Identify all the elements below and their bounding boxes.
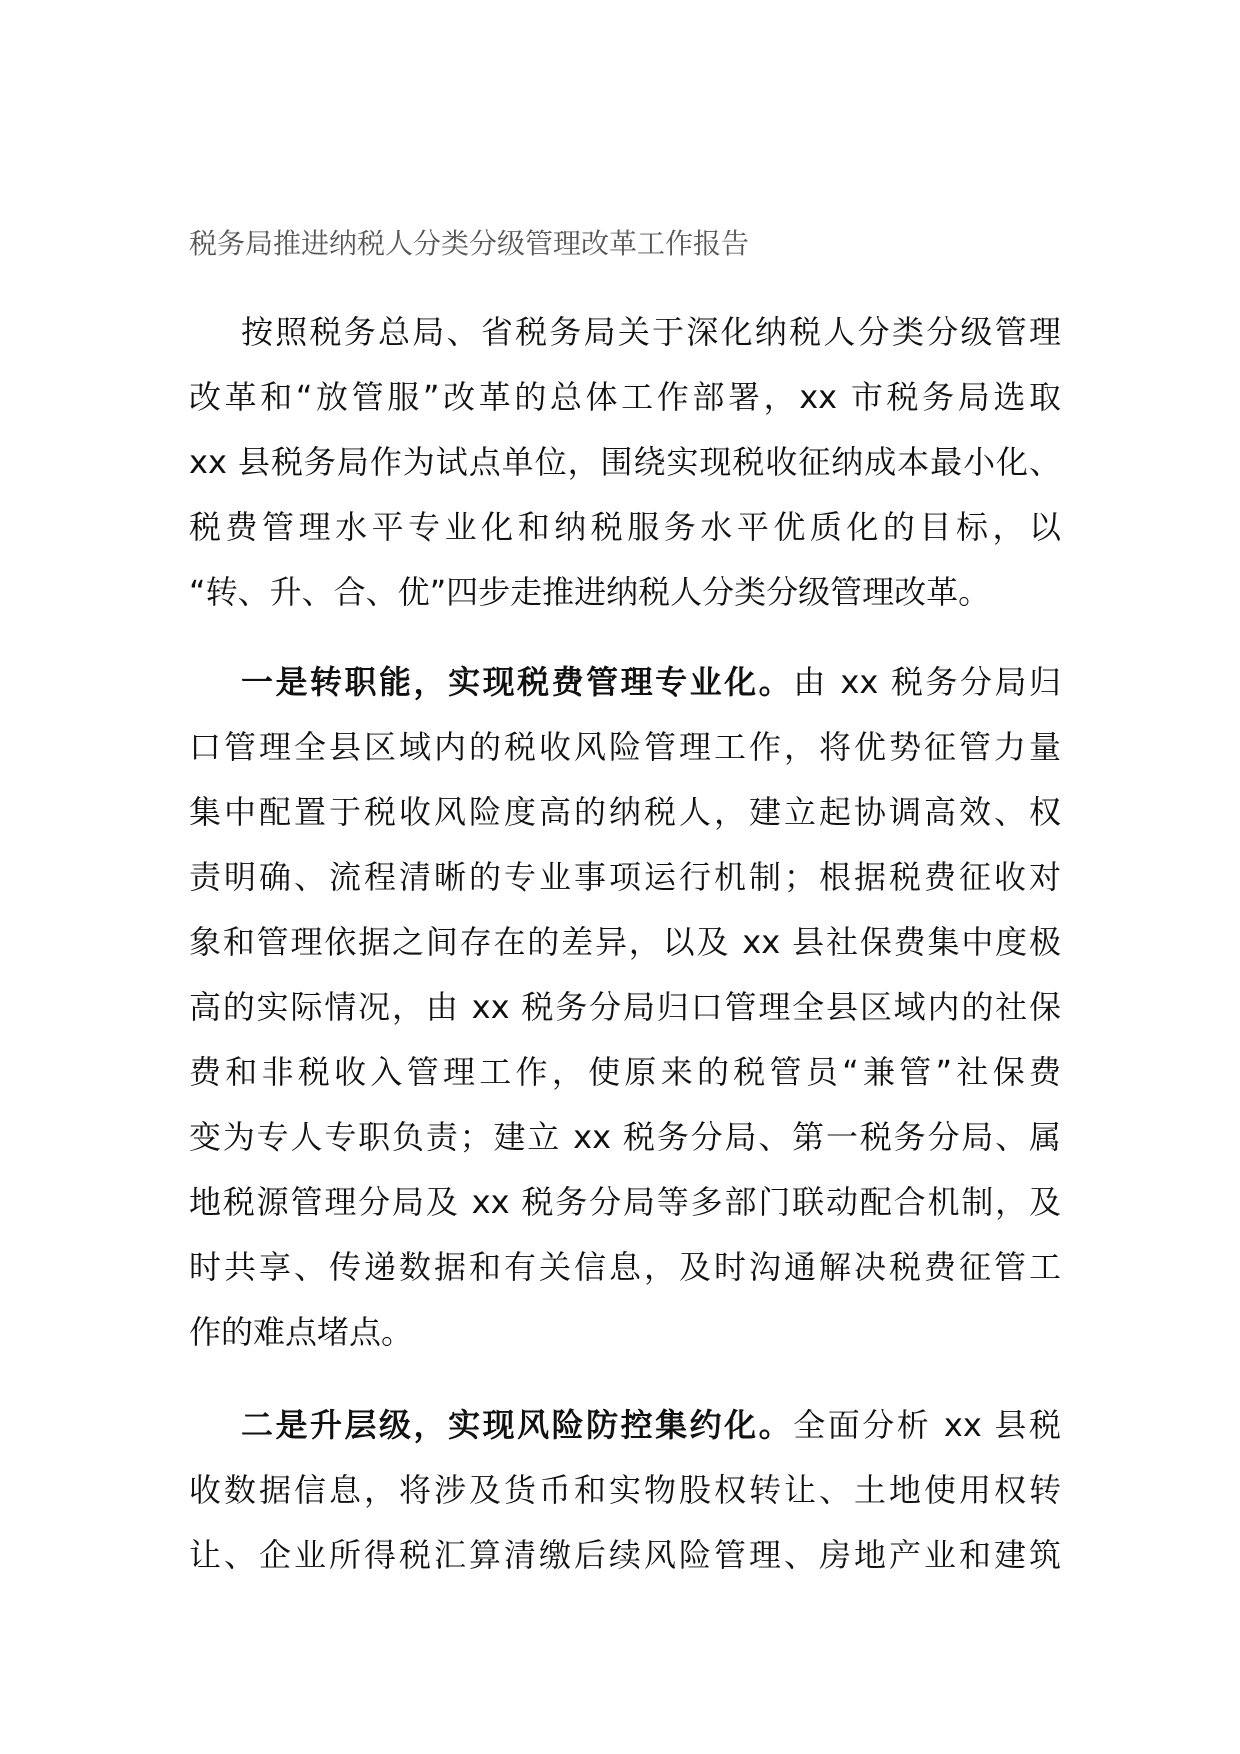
text-line: 时共享、传递数据和有关信息，及时沟通解决税费征管工 xyxy=(189,1248,1061,1286)
text-line: 按照税务总局、省税务局关于深化纳税人分类分级管理 xyxy=(241,313,1061,351)
text-line: 变为专人专职负责；建立 xx 税务分局、第一税务分局、属 xyxy=(189,1118,1061,1156)
text-line: “转、升、合、优”四步走推进纳税人分类分级管理改革。 xyxy=(189,573,991,611)
text-line: 税费管理水平专业化和纳税服务水平优质化的目标，以 xyxy=(189,508,1061,546)
text-line: 象和管理依据之间存在的差异，以及 xx 县社保费集中度极 xyxy=(189,923,1061,961)
text-line: 口管理全县区域内的税收风险管理工作，将优势征管力量 xyxy=(189,728,1061,766)
text-line: xx 县税务局作为试点单位，围绕实现税收征纳成本最小化、 xyxy=(189,443,1061,481)
document-title: 税务局推进纳税人分类分级管理改革工作报告 xyxy=(189,227,750,260)
section-heading: 二是升层级，实现风险防控集约化。 xyxy=(241,1406,794,1444)
paragraph-one xyxy=(189,650,1061,1365)
text-line: 收数据信息，将涉及货币和实物股权转让、土地使用权转 xyxy=(189,1471,1061,1509)
paragraph-two xyxy=(189,1393,1061,1588)
text-line: 高的实际情况，由 xx 税务分局归口管理全县区域内的社保 xyxy=(189,988,1061,1026)
paragraph-intro xyxy=(189,300,1061,625)
text-line: 改革和“放管服”改革的总体工作部署，xx 市税务局选取 xyxy=(189,378,1061,416)
text-line: 二是升层级，实现风险防控集约化。全面分析 xx 县税 xyxy=(241,1406,1061,1444)
text-line: 一是转职能，实现税费管理专业化。由 xx 税务分局归 xyxy=(241,663,1061,701)
text-line: 让、企业所得税汇算清缴后续风险管理、房地产业和建筑 xyxy=(189,1536,1061,1574)
text-line: 地税源管理分局及 xx 税务分局等多部门联动配合机制，及 xyxy=(189,1183,1061,1221)
section-heading: 一是转职能，实现税费管理专业化。 xyxy=(241,663,794,701)
text-line: 责明确、流程清晰的专业事项运行机制；根据税费征收对 xyxy=(189,858,1061,896)
text-line: 作的难点堵点。 xyxy=(189,1313,414,1351)
text-line: 费和非税收入管理工作，使原来的税管员“兼管”社保费 xyxy=(189,1053,1061,1091)
text-line: 集中配置于税收风险度高的纳税人，建立起协调高效、权 xyxy=(189,793,1061,831)
